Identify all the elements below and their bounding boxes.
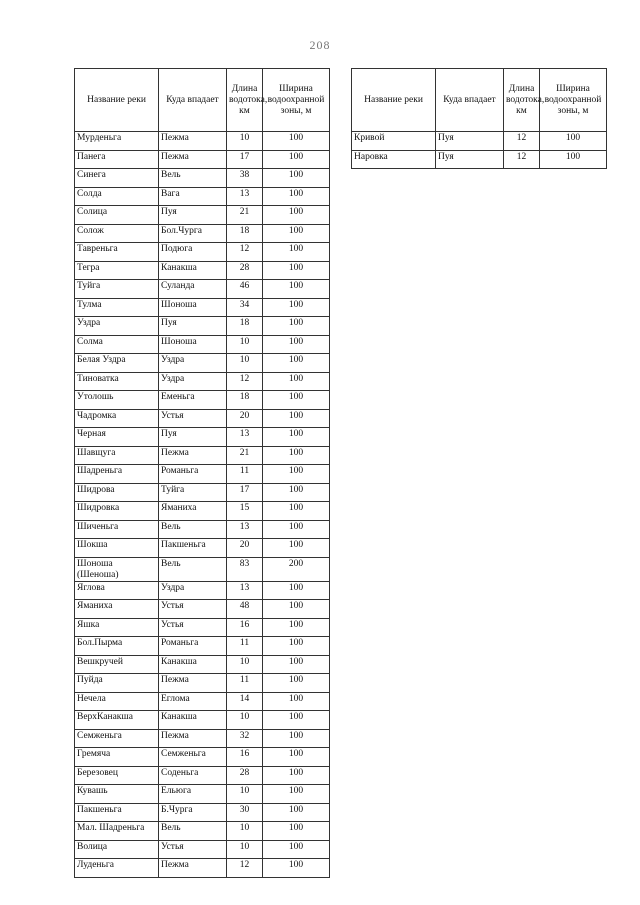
cell-river-name: Гремяча [75, 748, 159, 767]
cell-flows-into: Пуя [436, 132, 504, 151]
cell-length: 10 [227, 711, 263, 730]
table-body-right [352, 132, 607, 169]
cell-river-name: Панега [75, 150, 159, 169]
cell-length: 18 [227, 391, 263, 410]
header-flows-into: Куда впадает [159, 69, 227, 132]
cell-river-name: Мал. Шадреньга [75, 822, 159, 841]
cell-river-name: Тавреньга [75, 243, 159, 262]
cell-flows-into: Яманиха [159, 502, 227, 521]
cell-zone-width: 100 [263, 354, 330, 373]
cell-length: 30 [227, 803, 263, 822]
cell-river-name: Тулма [75, 298, 159, 317]
cell-length: 21 [227, 446, 263, 465]
cell-flows-into: Устья [159, 409, 227, 428]
table-row [75, 600, 330, 619]
cell-river-name: Тегра [75, 261, 159, 280]
cell-length: 20 [227, 539, 263, 558]
table-row [75, 335, 330, 354]
cell-flows-into: Пежма [159, 859, 227, 878]
table-row [352, 132, 607, 151]
cell-zone-width: 100 [263, 600, 330, 619]
cell-zone-width: 100 [263, 822, 330, 841]
table-row [75, 618, 330, 637]
table-row [75, 483, 330, 502]
cell-river-name: Яманиха [75, 600, 159, 619]
cell-flows-into: Устья [159, 618, 227, 637]
cell-flows-into: Шоноша [159, 335, 227, 354]
cell-length: 10 [227, 822, 263, 841]
cell-flows-into: Устья [159, 600, 227, 619]
header-river-name: Название реки [352, 69, 436, 132]
cell-river-name: Луденьга [75, 859, 159, 878]
table-row [75, 224, 330, 243]
table-row [352, 150, 607, 169]
cell-zone-width: 100 [540, 132, 607, 151]
table-row [75, 539, 330, 558]
cell-length: 32 [227, 729, 263, 748]
cell-length: 46 [227, 280, 263, 299]
cell-river-name: Нечела [75, 692, 159, 711]
cell-length: 12 [227, 859, 263, 878]
cell-zone-width: 100 [263, 280, 330, 299]
table-row [75, 446, 330, 465]
cell-zone-width: 100 [263, 729, 330, 748]
cell-river-name: Уздра [75, 317, 159, 336]
table-row [75, 317, 330, 336]
cell-flows-into: Вель [159, 169, 227, 188]
cell-river-name: Вешкручей [75, 655, 159, 674]
cell-zone-width: 100 [263, 711, 330, 730]
cell-river-name: Кривой [352, 132, 436, 151]
cell-flows-into: Бол.Чурга [159, 224, 227, 243]
cell-length: 12 [504, 150, 540, 169]
cell-river-name: Шокша [75, 539, 159, 558]
cell-length: 10 [227, 132, 263, 151]
cell-river-name: Белая Уздра [75, 354, 159, 373]
cell-zone-width: 100 [263, 372, 330, 391]
cell-zone-width: 100 [263, 132, 330, 151]
cell-flows-into: Пуя [436, 150, 504, 169]
cell-river-name: Шавщуга [75, 446, 159, 465]
cell-zone-width: 100 [263, 169, 330, 188]
table-row [75, 280, 330, 299]
cell-flows-into: Уздра [159, 581, 227, 600]
cell-zone-width: 100 [263, 391, 330, 410]
cell-flows-into: Туйга [159, 483, 227, 502]
cell-zone-width: 100 [263, 224, 330, 243]
cell-flows-into: Уздра [159, 354, 227, 373]
cell-flows-into: Канакша [159, 711, 227, 730]
cell-flows-into: Романьга [159, 637, 227, 656]
table-row [75, 655, 330, 674]
cell-river-name: Шидровка [75, 502, 159, 521]
cell-zone-width: 100 [263, 317, 330, 336]
cell-zone-width: 100 [263, 748, 330, 767]
table-row [75, 169, 330, 188]
header-zone-width: Ширина водоохранной зоны, м [263, 69, 330, 132]
table-row [75, 502, 330, 521]
cell-flows-into: Пежма [159, 150, 227, 169]
table-row [75, 261, 330, 280]
cell-river-name: Солож [75, 224, 159, 243]
cell-zone-width: 100 [263, 618, 330, 637]
table-row [75, 520, 330, 539]
cell-length: 13 [227, 581, 263, 600]
cell-length: 12 [227, 243, 263, 262]
cell-zone-width: 100 [263, 655, 330, 674]
cell-zone-width: 100 [263, 261, 330, 280]
cell-river-name: Шадреньга [75, 465, 159, 484]
table-row [75, 409, 330, 428]
table-row [75, 859, 330, 878]
cell-length: 17 [227, 483, 263, 502]
cell-flows-into: Пежма [159, 446, 227, 465]
cell-river-name: Шидрова [75, 483, 159, 502]
table-row [75, 637, 330, 656]
cell-flows-into: Семженьга [159, 748, 227, 767]
cell-length: 18 [227, 317, 263, 336]
cell-length: 48 [227, 600, 263, 619]
cell-flows-into: Пежма [159, 132, 227, 151]
table-row [75, 298, 330, 317]
cell-length: 14 [227, 692, 263, 711]
table-row [75, 729, 330, 748]
cell-zone-width: 100 [263, 674, 330, 693]
table-row [75, 748, 330, 767]
cell-length: 18 [227, 224, 263, 243]
table-row [75, 692, 330, 711]
cell-length: 13 [227, 428, 263, 447]
cell-zone-width: 100 [263, 409, 330, 428]
cell-river-name: Кувашь [75, 785, 159, 804]
rivers-table-right [351, 68, 607, 169]
cell-zone-width: 100 [263, 539, 330, 558]
cell-flows-into: Вага [159, 187, 227, 206]
table-row [75, 674, 330, 693]
cell-length: 21 [227, 206, 263, 225]
table-row [75, 465, 330, 484]
cell-zone-width: 100 [263, 428, 330, 447]
table-row [75, 581, 330, 600]
cell-length: 13 [227, 187, 263, 206]
cell-length: 34 [227, 298, 263, 317]
cell-river-name: Черная [75, 428, 159, 447]
cell-zone-width: 100 [263, 803, 330, 822]
cell-zone-width: 100 [263, 150, 330, 169]
cell-length: 10 [227, 840, 263, 859]
cell-flows-into: Устья [159, 840, 227, 859]
table-row [75, 354, 330, 373]
cell-flows-into: Романьга [159, 465, 227, 484]
table-row [75, 150, 330, 169]
cell-zone-width: 100 [263, 243, 330, 262]
cell-river-name: Пакшеньга [75, 803, 159, 822]
cell-flows-into: Подюга [159, 243, 227, 262]
cell-river-name: Тиноватка [75, 372, 159, 391]
cell-river-name: Синега [75, 169, 159, 188]
cell-zone-width: 100 [263, 692, 330, 711]
cell-river-name: Бол.Пырма [75, 637, 159, 656]
cell-zone-width: 100 [263, 465, 330, 484]
table-row [75, 206, 330, 225]
cell-river-name: Березовец [75, 766, 159, 785]
cell-flows-into: Шоноша [159, 298, 227, 317]
cell-flows-into: Соденьга [159, 766, 227, 785]
cell-length: 38 [227, 169, 263, 188]
cell-length: 12 [504, 132, 540, 151]
cell-river-name: Яшка [75, 618, 159, 637]
cell-zone-width: 100 [263, 502, 330, 521]
cell-river-name: Наровка [352, 150, 436, 169]
cell-zone-width: 200 [263, 557, 330, 581]
cell-flows-into: Пежма [159, 674, 227, 693]
cell-length: 10 [227, 785, 263, 804]
cell-flows-into: Вель [159, 557, 227, 581]
table-row [75, 243, 330, 262]
table-row [75, 711, 330, 730]
cell-flows-into: Пакшеньга [159, 539, 227, 558]
cell-zone-width: 100 [263, 206, 330, 225]
cell-river-name: Пуйда [75, 674, 159, 693]
cell-zone-width: 100 [263, 520, 330, 539]
cell-length: 10 [227, 655, 263, 674]
cell-flows-into: Еглома [159, 692, 227, 711]
cell-river-name: Мурденьга [75, 132, 159, 151]
cell-length: 16 [227, 618, 263, 637]
cell-length: 17 [227, 150, 263, 169]
cell-flows-into: Пуя [159, 317, 227, 336]
cell-length: 16 [227, 748, 263, 767]
table-row [75, 822, 330, 841]
cell-zone-width: 100 [540, 150, 607, 169]
cell-length: 83 [227, 557, 263, 581]
cell-river-name: Утолошь [75, 391, 159, 410]
cell-length: 28 [227, 261, 263, 280]
table-row [75, 187, 330, 206]
cell-river-name: Солда [75, 187, 159, 206]
header-flows-into: Куда впадает [436, 69, 504, 132]
cell-length: 11 [227, 637, 263, 656]
cell-flows-into: Вель [159, 520, 227, 539]
table-row [75, 557, 330, 581]
cell-zone-width: 100 [263, 187, 330, 206]
cell-zone-width: 100 [263, 785, 330, 804]
header-river-name: Название реки [75, 69, 159, 132]
cell-length: 20 [227, 409, 263, 428]
cell-length: 15 [227, 502, 263, 521]
cell-flows-into: Уздра [159, 372, 227, 391]
cell-flows-into: Вель [159, 822, 227, 841]
cell-flows-into: Пежма [159, 729, 227, 748]
cell-flows-into: Еменьга [159, 391, 227, 410]
cell-length: 10 [227, 335, 263, 354]
cell-zone-width: 100 [263, 766, 330, 785]
cell-river-name: Яглова [75, 581, 159, 600]
page-number: 208 [309, 38, 331, 52]
table-row [75, 391, 330, 410]
table-row [75, 428, 330, 447]
cell-river-name: Солма [75, 335, 159, 354]
table-row [75, 132, 330, 151]
table-row [75, 785, 330, 804]
table-header-row [75, 69, 330, 132]
cell-zone-width: 100 [263, 840, 330, 859]
cell-length: 11 [227, 465, 263, 484]
header-length: Длина водотока, км [504, 69, 540, 132]
table-body-left [75, 132, 330, 878]
cell-river-name: Туйга [75, 280, 159, 299]
table-row [75, 803, 330, 822]
cell-zone-width: 100 [263, 446, 330, 465]
cell-zone-width: 100 [263, 637, 330, 656]
cell-zone-width: 100 [263, 298, 330, 317]
cell-flows-into: Ельюга [159, 785, 227, 804]
header-zone-width: Ширина водоохранной зоны, м [540, 69, 607, 132]
cell-river-name: Семженьга [75, 729, 159, 748]
cell-length: 12 [227, 372, 263, 391]
cell-river-name: Волица [75, 840, 159, 859]
cell-flows-into: Б.Чурга [159, 803, 227, 822]
table-row [75, 372, 330, 391]
cell-zone-width: 100 [263, 859, 330, 878]
cell-river-name: ВерхКанакша [75, 711, 159, 730]
header-length: Длина водотока, км [227, 69, 263, 132]
cell-zone-width: 100 [263, 335, 330, 354]
cell-zone-width: 100 [263, 483, 330, 502]
cell-river-name: Чадромка [75, 409, 159, 428]
cell-flows-into: Канакша [159, 655, 227, 674]
cell-length: 13 [227, 520, 263, 539]
cell-river-name: Шиченьга [75, 520, 159, 539]
cell-length: 28 [227, 766, 263, 785]
table-row [75, 840, 330, 859]
cell-river-name: Солица [75, 206, 159, 225]
table-header-row [352, 69, 607, 132]
cell-zone-width: 100 [263, 581, 330, 600]
cell-flows-into: Пуя [159, 206, 227, 225]
cell-flows-into: Суланда [159, 280, 227, 299]
cell-length: 10 [227, 354, 263, 373]
cell-length: 11 [227, 674, 263, 693]
rivers-table-left [74, 68, 330, 878]
table-row [75, 766, 330, 785]
cell-flows-into: Пуя [159, 428, 227, 447]
cell-flows-into: Канакша [159, 261, 227, 280]
cell-river-name: Шоноша (Шеноша) [75, 557, 159, 581]
